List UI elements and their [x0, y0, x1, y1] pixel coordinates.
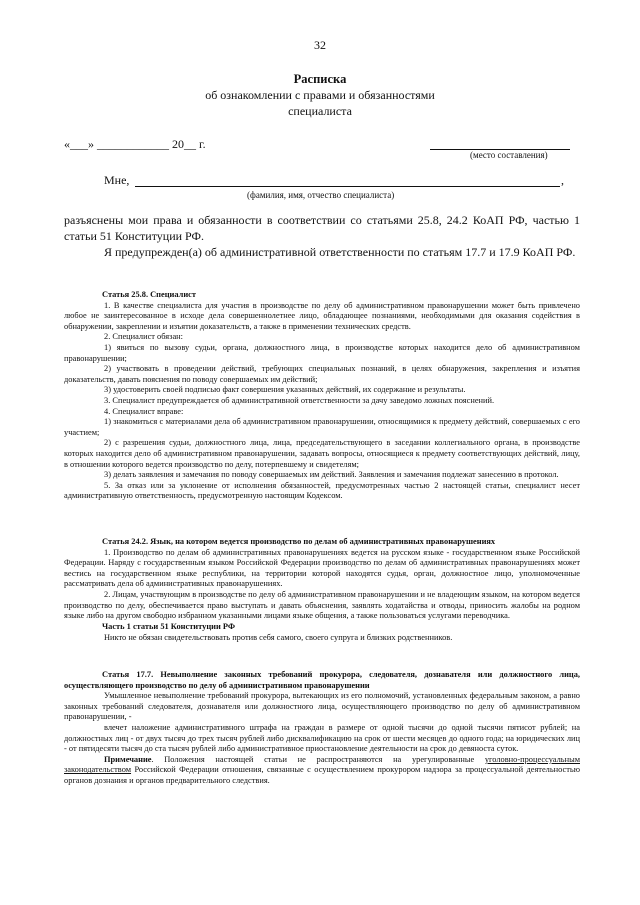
article-17-7 [64, 670, 580, 787]
article-25-8 [64, 290, 580, 502]
article-paragraph: 2. Специалист обязан: [104, 332, 183, 342]
article-heading: Статья 25.8. Специалист [102, 290, 196, 299]
article-paragraph: 3. Специалист предупреждается об административной ответственности за дачу заведомо ложных пояснений. [104, 395, 495, 405]
article-heading: Часть 1 статьи 51 Конституции РФ [102, 622, 236, 631]
article-paragraph: 1. В качестве специалиста для участия в производстве по делу об административном правонарушении может быть привлечено любое не заинтересованное в исходе дела совершеннолетнее лицо, обладающее познаниями, необходимыми для оказания содействия в обнаружении, закреплении и изъятии доказательств, а также в применении технических средств. [64, 300, 580, 331]
constitution-article-51 [64, 622, 580, 643]
article-paragraph: 1. Производство по делам об административных правонарушениях ведется на русском языке - государственном языке Российской Федерации. Наряду с государственным языком Российской Федерации производство по делам об административных правонарушениях может вестись на государственном языке республики, на территории которой находятся судья, орган, должностное лицо, уполномоченные рассматривать дела об административных правонарушениях. [64, 547, 580, 589]
rights-paragraph: разъяснены мои права и обязанности в соответствии со статьями 25.8, 24.2 КоАП РФ, частью 1 статьи 51 Конституции РФ. [64, 213, 580, 243]
document-subtitle-line2: специалиста [288, 104, 352, 118]
article-paragraph: 1) явиться по вызову судьи, органа, должностного лица, в производстве которых находится дело об административном правонарушении; [64, 342, 580, 363]
article-paragraph: 3) удостоверить своей подписью факт совершения указанных действий, их содержание и результаты. [104, 385, 466, 395]
document-title: Расписка [293, 72, 347, 86]
article-24-2 [64, 537, 580, 622]
name-caption: (фамилия, имя, отчество специалиста) [247, 190, 395, 200]
warning-paragraph: Я предупрежден(а) об административной ответственности по статьям 17.7 и 17.9 КоАП РФ. [104, 245, 576, 259]
mne-label: Мне, [104, 173, 130, 187]
article-paragraph: 5. За отказ или за уклонение от исполнения обязанностей, предусмотренных частью 2 настоящей статьи, специалист несет административную ответственность, предусмотренную настоящим Кодексом. [64, 480, 580, 501]
article-paragraph: 2) с разрешения судьи, должностного лица, лица, председательствующего в заседании коллегиального органа, в производстве которых находится дело об административном правонарушении, задавать вопросы, относящиеся к предмету соответствующих действий, лицу, в отношении которого ведется производство по делу, потерпевшему и свидетелям; [64, 438, 580, 469]
page-number: 32 [314, 38, 326, 52]
article-paragraph: 3) делать заявления и замечания по поводу совершаемых им действий. Заявления и замечания подлежат занесению в протокол. [104, 470, 559, 480]
article-paragraph: Умышленное невыполнение требований прокурора, вытекающих из его полномочий, установленных федеральным законом, а равно законных требований следователя, дознавателя или должностного лица, осуществляющего производство по делу об административном правонарушении, - [64, 691, 580, 722]
article-paragraph: 1) знакомиться с материалами дела об административном правонарушении, относящимися к предмету действий, совершаемых с его участием; [64, 417, 580, 437]
article-paragraph: Никто не обязан свидетельствовать против себя самого, своего супруга и близких родственников. [104, 632, 453, 642]
article-note [64, 755, 580, 787]
name-comma: , [561, 173, 564, 187]
article-paragraph: 2. Лицам, участвующим в производстве по делу об административном правонарушении и не владеющим языком, на котором ведется производство по делу, обеспечивается право выступать и давать объяснения, заявлять ходатайства и отводы, приносить жалобы на родном языке либо на другом свободно избранном указанными лицами языке общения, а также пользоваться услугами переводчика. [64, 589, 580, 621]
article-heading: Статья 24.2. Язык, на котором ведется производство по делам об административных правонарушениях [102, 537, 496, 546]
name-blank-line [135, 173, 560, 187]
article-paragraph: 4. Специалист вправе: [104, 406, 184, 416]
date-line: «___» ____________ 20__ г. [64, 137, 206, 151]
document-subtitle-line1: об ознакомлении с правами и обязанностями [205, 88, 435, 102]
note-text: Российской Федерации отношения, связанные с осуществлением прокурором надзора за процессуальной деятельностью органов дознания и органов предварительного следствия. [64, 765, 580, 785]
note-link[interactable]: уголовно-процессуальным законодательством [64, 754, 580, 775]
article-heading: Статья 17.7. Невыполнение законных требований прокурора, следователя, дознавателя или должностного лица, осуществляющего производство по делу об административном правонарушении [64, 670, 580, 690]
article-paragraph: 2) участвовать в проведении действий, требующих специальных познаний, в целях обнаружения, закрепления и изъятия доказательств, давать пояснения по поводу совершаемых им действий; [64, 364, 580, 384]
place-caption: (место составления) [470, 150, 548, 160]
note-text: . Положения настоящей статьи не распространяются на урегулированные [151, 754, 485, 764]
note-label: Примечание [104, 754, 152, 764]
place-blank-line [430, 137, 570, 150]
article-paragraph: влечет наложение административного штрафа на граждан в размере от одной тысячи до одной тысячи пятисот рублей; на должностных лиц - от двух тысяч до трех тысяч рублей либо дисквалификацию на срок от шести месяцев до одного года; на юридических лиц - от пятидесяти тысяч до ста тысяч рублей либо административное приостановление деятельности на срок до девяноста суток. [64, 722, 580, 754]
